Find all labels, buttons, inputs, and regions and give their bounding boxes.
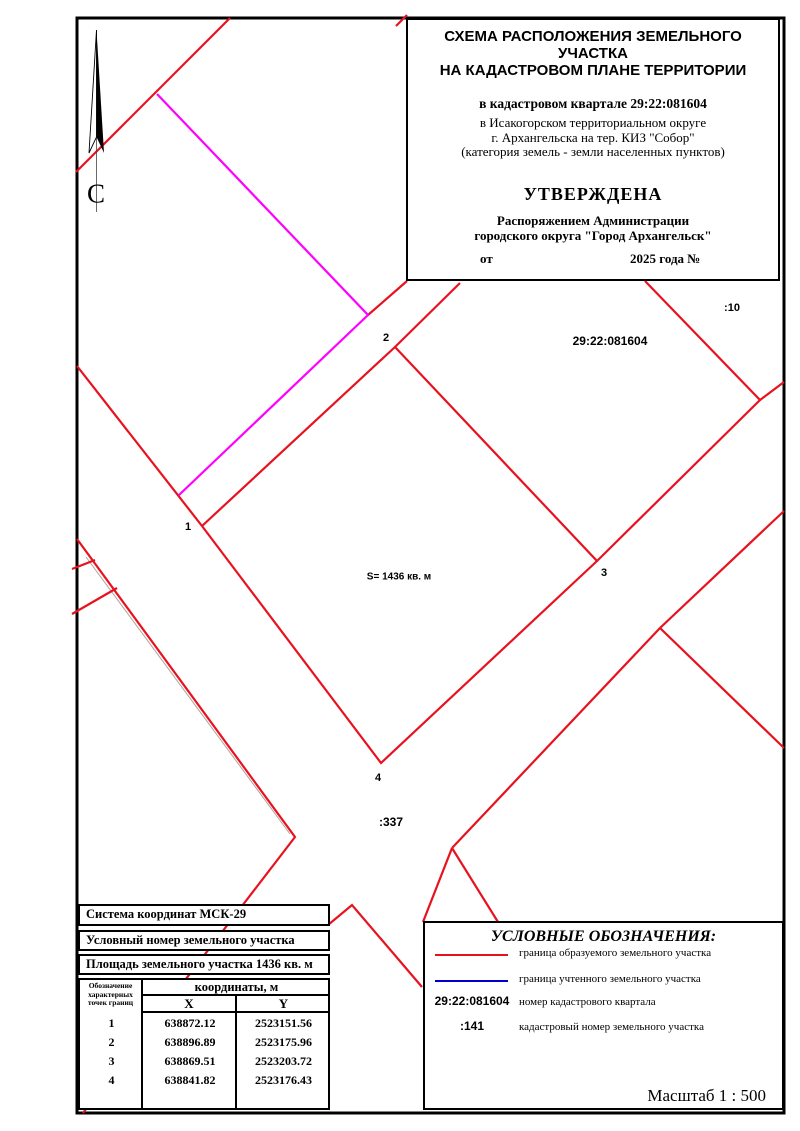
coordinates-table <box>78 904 330 1110</box>
parcel-number-sample: :141 <box>459 1019 485 1033</box>
point-x: 638869.51 <box>164 1054 216 1068</box>
red-boundary-line <box>760 382 784 400</box>
coords-header: координаты, м <box>143 980 330 996</box>
point-x: 638872.12 <box>164 1016 216 1030</box>
red-boundary-line <box>202 347 597 763</box>
legend <box>423 921 784 1110</box>
area-row: Площадь земельного участка 1436 кв. м <box>78 954 330 975</box>
legend-item-label: номер кадастрового квартала <box>519 996 656 1008</box>
red-boundary-line <box>395 283 460 347</box>
map-label: S= 1436 кв. м <box>366 571 432 583</box>
points-header: Обозначение характерных точек границ <box>80 980 143 1013</box>
scheme-title: СХЕМА РАСПОЛОЖЕНИЯ ЗЕМЕЛЬНОГО УЧАСТКА НА КАДАСТРОВОМ ПЛАНЕ ТЕРРИТОРИИ <box>439 28 747 79</box>
red-boundary-line <box>368 281 407 315</box>
point-y: 2523175.96 <box>255 1035 312 1049</box>
map-label: 3 <box>600 567 608 579</box>
point-number: 3 <box>108 1054 115 1068</box>
x-column-header: X <box>143 996 237 1013</box>
map-label: :337 <box>378 815 404 829</box>
point-number: 2 <box>108 1035 115 1049</box>
blue-line-swatch <box>435 980 508 982</box>
quarter-number-sample: 29:22:081604 <box>434 994 510 1008</box>
point-y: 2523203.72 <box>255 1054 312 1068</box>
legend-item-label: граница учтенного земельного участка <box>519 973 701 985</box>
north-label: С <box>86 178 106 209</box>
point-number: 1 <box>108 1016 115 1030</box>
approved-heading: УТВЕРЖДЕНА <box>523 183 663 204</box>
legend-item-label: кадастровый номер земельного участка <box>519 1021 704 1033</box>
points-table <box>78 978 330 1110</box>
conditional-number-row: Условный номер земельного участка <box>78 930 330 951</box>
red-boundary-line <box>597 281 760 561</box>
map-label: 1 <box>184 521 192 533</box>
magenta-boundary-line <box>157 94 368 495</box>
red-boundary-line <box>423 848 452 922</box>
date-from-label: от <box>480 251 493 266</box>
red-line-swatch <box>435 954 508 956</box>
red-boundary-line <box>72 588 117 614</box>
date-year-label: 2025 года № <box>630 251 701 266</box>
red-boundary-line <box>452 511 784 848</box>
scale-label: Масштаб 1 : 500 <box>647 1086 766 1105</box>
legend-title: УСЛОВНЫЕ ОБОЗНАЧЕНИЯ: <box>490 928 717 945</box>
location-lines: в Исакогорском территориальном округе г. Архангельска на тер. КИЗ "Собор" (категория земель - земли населенных пунктов) <box>461 115 725 159</box>
cadastral-quarter-line: в кадастровом квартале 29:22:081604 <box>479 96 707 111</box>
legend-item-label: граница образуемого земельного участка <box>519 947 712 959</box>
red-boundary-line <box>452 848 498 922</box>
y-column-header: Y <box>237 996 330 1013</box>
red-boundary-line <box>77 366 202 526</box>
map-label: 2 <box>382 332 390 344</box>
point-x: 638841.82 <box>164 1073 216 1087</box>
points-rows <box>80 1013 328 1108</box>
approved-by: Распоряжением Администрации городского округа "Город Архангельск" <box>474 212 712 243</box>
map-label: :10 <box>724 302 740 314</box>
point-y: 2523151.56 <box>255 1016 312 1030</box>
adjacent-thin-line <box>86 557 290 834</box>
red-boundary-line <box>660 628 784 748</box>
coordinate-system-row: Система координат МСК-29 <box>78 904 330 926</box>
red-boundary-line <box>328 905 422 987</box>
map-label: 4 <box>374 772 382 784</box>
point-number: 4 <box>108 1073 115 1087</box>
point-y: 2523176.43 <box>255 1073 312 1087</box>
map-label: 29:22:081604 <box>572 334 648 348</box>
point-x: 638896.89 <box>164 1035 216 1049</box>
title-block <box>406 18 780 281</box>
